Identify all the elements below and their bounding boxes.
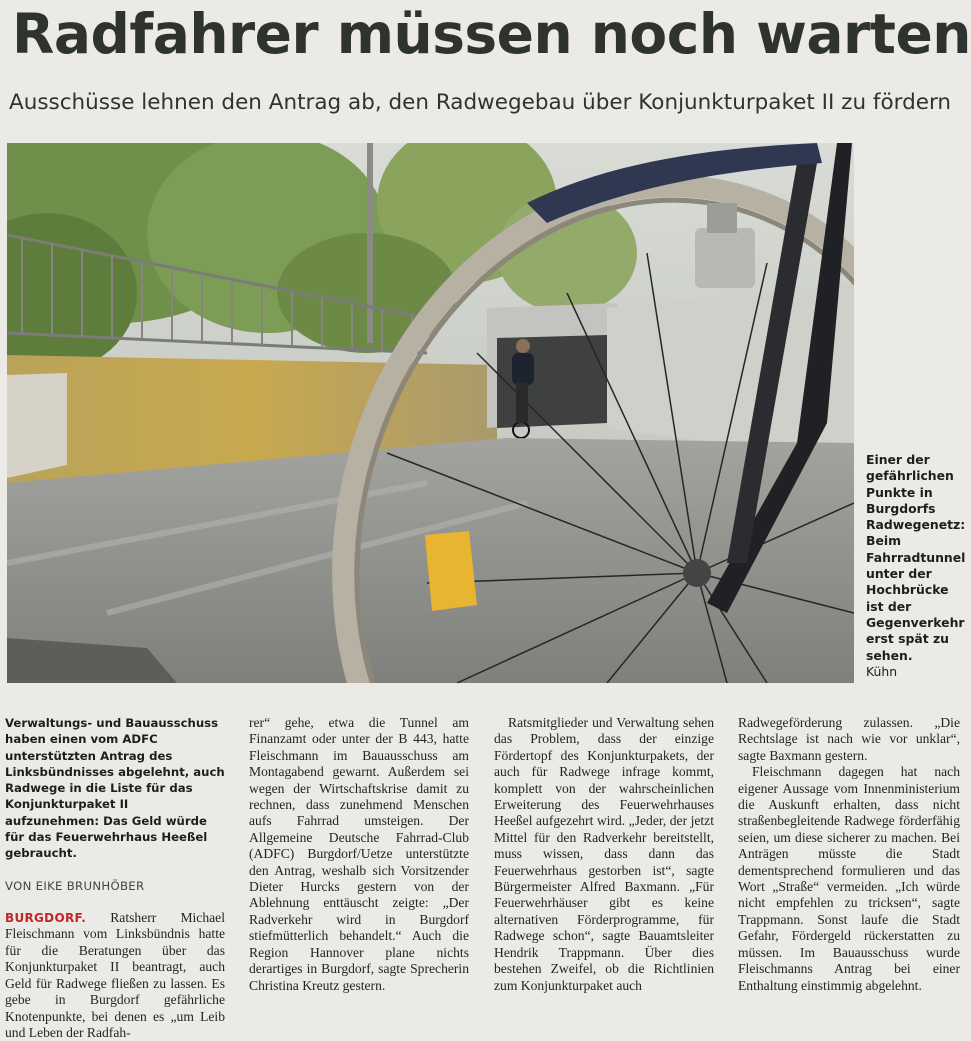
column-1-body: [5, 910, 225, 1041]
column-4-paragraph-2-text: Fleischmann dagegen hat nach eigener Aussage vom Innenministerium die Auskunft erhalten, dass nicht straßenbegleitende Radwege förderfähig seien, um diese sicherer zu machen. Bei Anträgen müsste die Stadt dementsprechend formulieren und das Wort „Straße“ vermeiden. „Ich würde nicht empfehlen zu tricksen“, sagte Trappmann. Sonst laufe die Stadt Gefahr, Fördergeld rückerstatten zu müssen. Im Bauausschuss wurde Fleischmanns Antrag bei einer Enthaltung einstimmig abgelehnt.: [738, 764, 960, 993]
column-4: [738, 715, 960, 994]
column-2-text: rer“ gehe, etwa die Tunnel am Finanzamt oder unter der B 443, hatte Fleischmann im Bauausschuss am Montagabend gewarnt. Außerdem sei wegen der Wirtschaftskrise damit zu rechnen, dass zunehmend Menschen aufs Fahrrad umsteigen. Der Allgemeine Deutsche Fahrrad-Club (ADFC) Burgdorf/Uetze unterstützte den Antrag, weshalb sich Vorsitzender Dieter Hurcks gestern von der Ablehnung enttäuscht zeigte: „Der Radverkehr wird in Burgdorf stiefmütterlich behandelt.“ Auch die Region Hannover plane nichts derartiges in Burgdorf, sagte Sprecherin Christina Kreutz gestern.: [249, 715, 469, 993]
column-3-text: [494, 715, 714, 994]
column-1-text: Ratsherr Michael Fleischmann vom Linksbündnis hatte für die Beratungen über das Konjunkturpaket II beantragt, auch Geld für Radwege fließen zu lassen. Es gebe in Burgdorf gefährliche Knotenpunkte, bei denen es „um Leib und Leben der Radfah-: [5, 910, 225, 1040]
column-2: [249, 715, 469, 994]
caption-text: Einer der gefährlichen Punkte in Burgdorfs Radwegenetz: Beim Fahrradtunnel unter der Hochbrücke ist der Gegenverkehr erst spät zu sehen.: [866, 452, 966, 663]
bicycle-tunnel-photo: [7, 143, 854, 683]
photo-caption: [866, 452, 966, 680]
photo-credit: Kühn: [866, 663, 898, 679]
subheadline: Ausschüsse lehnen den Antrag ab, den Radwegebau über Konjunkturpaket II zu fördern: [9, 90, 952, 115]
article-photo: [7, 143, 854, 683]
column-3-paragraph: Ratsmitglieder und Verwaltung sehen das Problem, dass der einzige Fördertopf des Konjunkturpakets, der auch für Radwege infrage kommt, komplett von der wahrscheinlichen Erweiterung des Feuerwehrhauses Heeßel aufgezehrt wird. „Jeder, der jetzt Mittel für den Radverkehr bereitstellt, muss wissen, dass dann das Feuerwehrhaus gestorben ist“, sagte Bürgermeister Alfred Baxmann. „Für Feuerwehrhäuser gibt es keine alternativen Förderprogramme, für Radwege schon“, sagte Bauamtsleiter Hendrik Trappmann. Über dies bestehen Zweifel, ob die Richtlinien zum Konjunkturpaket auch: [494, 715, 714, 993]
column-4-paragraph-1: Radwegeförderung zulassen. „Die Rechtslage ist nach wie vor unklar“, sagte Baxmann gestern.: [738, 715, 960, 763]
headline: Radfahrer müssen noch warten: [12, 2, 971, 66]
article-intro: Verwaltungs- und Bauausschuss haben einen vom ADFC unterstützten Antrag des Linksbündnisses abgelehnt, auch Radwege in die Liste für das Konjunkturpaket II aufzunehmen: Das Geld würde für das Feuerwehrhaus Heeßel gebraucht.: [5, 716, 225, 861]
dateline: BURGDORF.: [5, 911, 87, 926]
column-1: [5, 715, 225, 1041]
author-byline: VON EIKE BRUNHÖBER: [5, 878, 145, 893]
column-4-paragraph-2: [738, 764, 960, 994]
column-3: [494, 715, 714, 994]
